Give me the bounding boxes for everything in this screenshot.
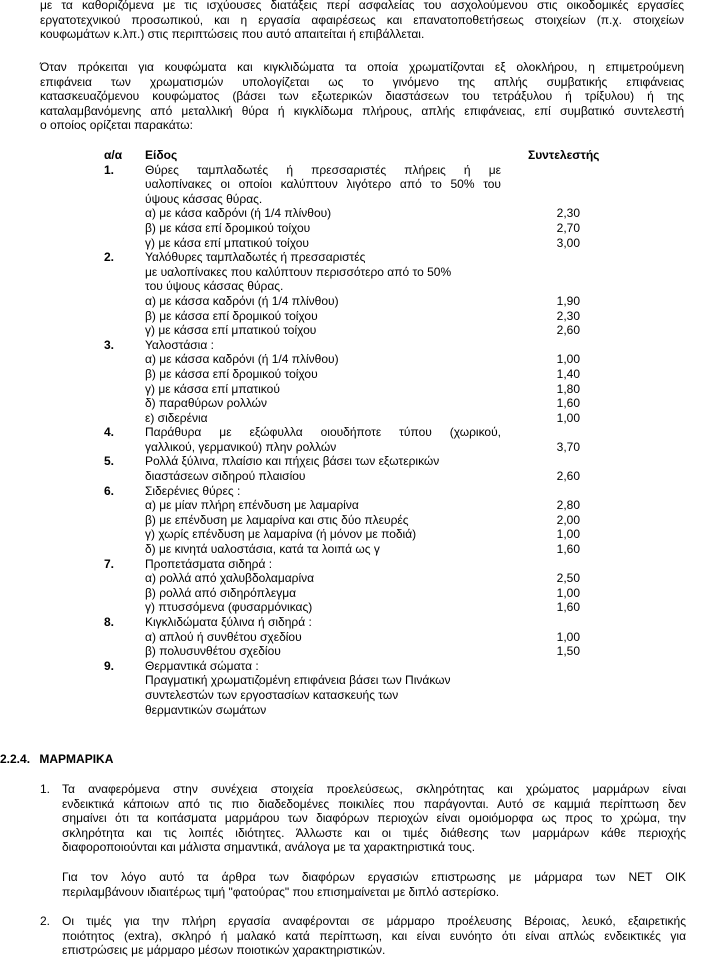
row-number: 7. bbox=[104, 556, 115, 571]
row-description: του ύψους κάσσας θύρας. bbox=[145, 279, 284, 294]
row-number: 8. bbox=[104, 615, 115, 629]
row-description: α) με κάσσα καδρόνι (ή 1/4 πλίνθου) bbox=[145, 352, 339, 367]
header-num: α/α bbox=[104, 148, 123, 162]
row-description: δ) παραθύρων ρολλών bbox=[145, 396, 268, 411]
table-row bbox=[0, 250, 718, 265]
row-description: Θύρες ταμπλαδωτές ή πρεσσαριστές πλήρεις ή με bbox=[145, 162, 501, 177]
table-row bbox=[0, 703, 718, 718]
row-coefficient: 2,70 bbox=[556, 220, 580, 235]
row-coefficient: 1,00 bbox=[556, 585, 580, 600]
table-row bbox=[0, 542, 718, 557]
table-row bbox=[0, 571, 718, 586]
row-description: Πραγματική χρωματιζομένη επιφάνεια βάσει των Πινάκων bbox=[145, 673, 451, 688]
row-coefficient: 1,60 bbox=[556, 600, 580, 615]
coefficient-table bbox=[0, 148, 718, 717]
body-line: ποιότητος (extra), σκληρό ή μαλακό κατά περίπτωση, και είναι ευνόητο ότι είναι απλώς ενδεικτικές για bbox=[62, 928, 686, 943]
row-coefficient: 1,00 bbox=[556, 352, 580, 367]
section-number: 2.2.4. bbox=[0, 752, 31, 766]
table-row bbox=[0, 615, 718, 630]
row-description: Σιδερένιες θύρες : bbox=[145, 483, 241, 498]
list-item-number: 2. bbox=[40, 914, 51, 928]
table-row bbox=[0, 221, 718, 236]
body-line: σκληρότητα και τις λοιπές ιδιότητες. Άλλωστε και οι τιμές διάθεσης των μαρμάρων κάθε περιοχής bbox=[62, 825, 686, 840]
body-line: Τα αναφερόμενα στην συνέχεια στοιχεία προελεύσεως, σκληρότητας και χρώματος μαρμάρων είναι bbox=[62, 782, 686, 796]
table-header-row bbox=[0, 148, 718, 163]
table-row bbox=[0, 454, 718, 469]
body-line: επιστρώσεις με μάρμαρο μέσων ποιοτικών χαρακτηριστικών. bbox=[62, 943, 386, 958]
row-coefficient: 1,00 bbox=[556, 527, 580, 542]
table-row bbox=[0, 206, 718, 221]
row-description: συντελεστών των εργοστασίων κατασκευής των bbox=[145, 687, 399, 702]
table-row bbox=[0, 425, 718, 440]
row-description: υαλοπίνακες οι οποίοι καλύπτουν λιγότερο από το 50% του bbox=[145, 177, 501, 192]
row-description: Υαλόθυρες ταμπλαδωτές ή πρεσσαριστές bbox=[145, 250, 366, 265]
row-coefficient: 2,00 bbox=[556, 512, 580, 527]
table-row bbox=[0, 557, 718, 572]
list-item-note bbox=[62, 870, 686, 899]
body-line: σημαίνει ότι τα κοιτάσματα μαρμάρου των διαφόρων περιοχών είναι ομοιόμορφα ως προς το χρώμα, την bbox=[62, 811, 686, 826]
body-line: ενδεικτικά κάποιων από τις πιο διαδεδομένες ποικιλίες που παράγονται. Αυτό σε καμμιά περίπτωση δεν bbox=[62, 796, 686, 811]
row-description: β) με κάσα επί δρομικού τοίχου bbox=[145, 220, 311, 235]
row-coefficient: 1,60 bbox=[556, 542, 580, 557]
row-description: β) ρολλά από σιδηρόπλεγμα bbox=[145, 585, 297, 600]
row-description: β) με κάσσα επί δρομικού τοίχου bbox=[145, 308, 318, 323]
row-coefficient: 2,50 bbox=[556, 571, 580, 586]
coefficient-paragraph bbox=[40, 60, 684, 133]
row-coefficient: 1,80 bbox=[556, 381, 580, 396]
row-description: γ) με κάσσα επί μπατικού τοίχου bbox=[145, 323, 317, 338]
table-row bbox=[0, 265, 718, 280]
table-row bbox=[0, 527, 718, 542]
table-row bbox=[0, 192, 718, 207]
row-number: 1. bbox=[104, 162, 115, 177]
row-number: 2. bbox=[104, 250, 115, 265]
header-coefficient: Συντελεστής bbox=[528, 148, 600, 162]
row-description: δ) με κινητά υαλοστάσια, κατά τα λοιπά ως γ bbox=[145, 542, 380, 557]
table-body bbox=[0, 163, 718, 718]
row-coefficient: 3,70 bbox=[556, 439, 580, 454]
row-description: ύψους κάσσας θύρας. bbox=[145, 191, 263, 206]
row-description: γαλλικού, γερμανικού) πλην ρολλών bbox=[145, 439, 337, 454]
row-description: Παράθυρα με εξώφυλλα οιουδήποτε τύπου (χωρικού, bbox=[145, 425, 501, 440]
table-row bbox=[0, 469, 718, 484]
row-description: α) ρολλά από χαλυβδολαμαρίνα bbox=[145, 571, 315, 586]
row-description: γ) χωρίς επένδυση με λαμαρίνα (ή μόνον με ποδιά) bbox=[145, 527, 417, 542]
note-line: Για τον λόγο αυτό τα άρθρα των διαφόρων εργασιών επιστρωσης με μάρμαρα των ΝΕΤ ΟΙΚ bbox=[62, 870, 686, 884]
row-description: ε) σιδερένια bbox=[145, 410, 208, 425]
row-description: α) με μίαν πλήρη επένδυση με λαμαρίνα bbox=[145, 498, 359, 513]
table-row bbox=[0, 673, 718, 688]
row-coefficient: 1,90 bbox=[556, 293, 580, 308]
body-line: Οι τιμές για την πλήρη εργασία αναφέρονται σε μάρμαρο προέλευσης Βέροιας, λευκό, εξαιρετικής bbox=[62, 914, 686, 928]
table-row bbox=[0, 411, 718, 426]
body-line: διαφοροποιούνται και μάλιστα σημαντικά, ανάλογα με τα χαρακτηριστικά τους. bbox=[62, 840, 476, 855]
row-description: με υαλοπίνακες που καλύπτουν περισσότερο από το 50% bbox=[145, 264, 452, 279]
row-description: Ρολλά ξύλινα, πλαίσιο και πήχεις βάσει των εξωτερικών bbox=[145, 454, 440, 469]
table-row bbox=[0, 396, 718, 411]
row-number: 3. bbox=[104, 337, 115, 352]
table-row bbox=[0, 323, 718, 338]
table-row bbox=[0, 484, 718, 499]
row-description: β) πολυσυνθέτου σχεδίου bbox=[145, 644, 281, 659]
row-coefficient: 1,40 bbox=[556, 366, 580, 381]
row-description: γ) με κάσσα επί μπατικού bbox=[145, 381, 280, 396]
row-number: 9. bbox=[104, 658, 115, 673]
table-row bbox=[0, 513, 718, 528]
table-row bbox=[0, 586, 718, 601]
row-description: α) με κάσα καδρόνι (ή 1/4 πλίνθου) bbox=[145, 206, 332, 221]
table-row bbox=[0, 279, 718, 294]
table-row bbox=[0, 352, 718, 367]
row-coefficient: 2,60 bbox=[556, 323, 580, 338]
section-heading bbox=[0, 752, 113, 766]
table-row bbox=[0, 382, 718, 397]
table-row bbox=[0, 498, 718, 513]
paragraph-line: καταλαμβανόμενης από μεταλλική θύρα ή κιγκλίδωμα πλήρους, απλής επιφάνειας, επί συμβατικό συντελεστή bbox=[40, 103, 684, 118]
table-row bbox=[0, 338, 718, 353]
row-description: Υαλοστάσια : bbox=[145, 337, 214, 352]
intro-line: κουφωμάτων κ.λπ.) στις περιπτώσεις που αυτό απαιτείται ή επιβάλλεται. bbox=[40, 27, 425, 42]
table-row bbox=[0, 177, 718, 192]
row-description: γ) πτυσσόμενα (φυσαρμόνικας) bbox=[145, 600, 313, 615]
row-coefficient: 2,80 bbox=[556, 498, 580, 513]
row-coefficient: 1,50 bbox=[556, 644, 580, 659]
intro-line: εργατοτεχνικού προσωπικού, και η εργασία αφαιρέσεως και επανατοποθετήσεως στοιχείων (π.χ. στοιχείων bbox=[40, 12, 684, 27]
table-row bbox=[0, 688, 718, 703]
row-coefficient: 2,30 bbox=[556, 308, 580, 323]
header-kind: Είδος bbox=[145, 148, 178, 162]
table-row bbox=[0, 163, 718, 178]
row-description: διαστάσεων σιδηρού πλαισίου bbox=[145, 469, 306, 484]
intro-paragraph bbox=[40, 0, 684, 42]
table-row bbox=[0, 367, 718, 382]
table-row bbox=[0, 294, 718, 309]
paragraph-line: κατασκευαζόμενου κουφώματος (βάσει των εξωτερικών διαστάσεων του τετράξυλου ή τρίξυλου) ή της bbox=[40, 89, 684, 104]
row-coefficient: 2,30 bbox=[556, 206, 580, 221]
row-description: θερμαντικών σωμάτων bbox=[145, 702, 267, 717]
paragraph-line: Όταν πρόκειται για κουφώματα και κιγκλιδώματα τα οποία χρωματίζονται εξ ολοκλήρου, η επιμετρούμενη bbox=[40, 60, 684, 74]
row-description: Προπετάσματα σιδηρά : bbox=[145, 556, 273, 571]
row-description: β) με κάσσα επί δρομικού τοίχου bbox=[145, 366, 318, 381]
paragraph-line: ο οποίος ορίζεται παρακάτω: bbox=[40, 118, 193, 133]
note-line: περιλαμβάνουν ιδιαιτέρως τιμή "φατούρας" που επισημαίνεται με διπλό αστερίσκο. bbox=[62, 884, 500, 899]
row-coefficient: 2,60 bbox=[556, 469, 580, 484]
list-item-number: 1. bbox=[40, 782, 51, 796]
list-item-body bbox=[62, 782, 686, 855]
row-coefficient: 3,00 bbox=[556, 235, 580, 250]
table-row bbox=[0, 440, 718, 455]
paragraph-line: επιφάνεια των χρωματισμών υπολογίζεται ως το γινόμενο της απλής συμβατικής επιφάνειας bbox=[40, 74, 684, 89]
row-description: β) με επένδυση με λαμαρίνα και στις δύο πλευρές bbox=[145, 512, 409, 527]
table-row bbox=[0, 600, 718, 615]
intro-line: με τα καθοριζόμενα με τις ισχύουσες διατάξεις περί ασφαλείας του ασχολούμενου στις οικοδομικές εργασίες bbox=[40, 0, 684, 12]
row-number: 4. bbox=[104, 425, 115, 440]
row-description: α) με κάσσα καδρόνι (ή 1/4 πλίνθου) bbox=[145, 293, 339, 308]
table-row bbox=[0, 630, 718, 645]
row-coefficient: 1,00 bbox=[556, 410, 580, 425]
row-coefficient: 1,00 bbox=[556, 629, 580, 644]
row-coefficient: 1,60 bbox=[556, 396, 580, 411]
row-number: 6. bbox=[104, 483, 115, 498]
table-row bbox=[0, 309, 718, 324]
row-number: 5. bbox=[104, 454, 115, 469]
list-item-body bbox=[62, 914, 686, 958]
section-title: ΜΑΡΜΑΡΙΚΑ bbox=[39, 752, 114, 766]
row-description: Θερμαντικά σώματα : bbox=[145, 658, 259, 673]
row-description: Κιγκλιδώματα ξύλινα ή σιδηρά : bbox=[145, 615, 312, 629]
row-description: γ) με κάσα επί μπατικού τοίχου bbox=[145, 235, 309, 250]
table-row bbox=[0, 644, 718, 659]
table-row bbox=[0, 236, 718, 251]
table-row bbox=[0, 659, 718, 674]
row-description: α) απλού ή συνθέτου σχεδίου bbox=[145, 629, 302, 644]
